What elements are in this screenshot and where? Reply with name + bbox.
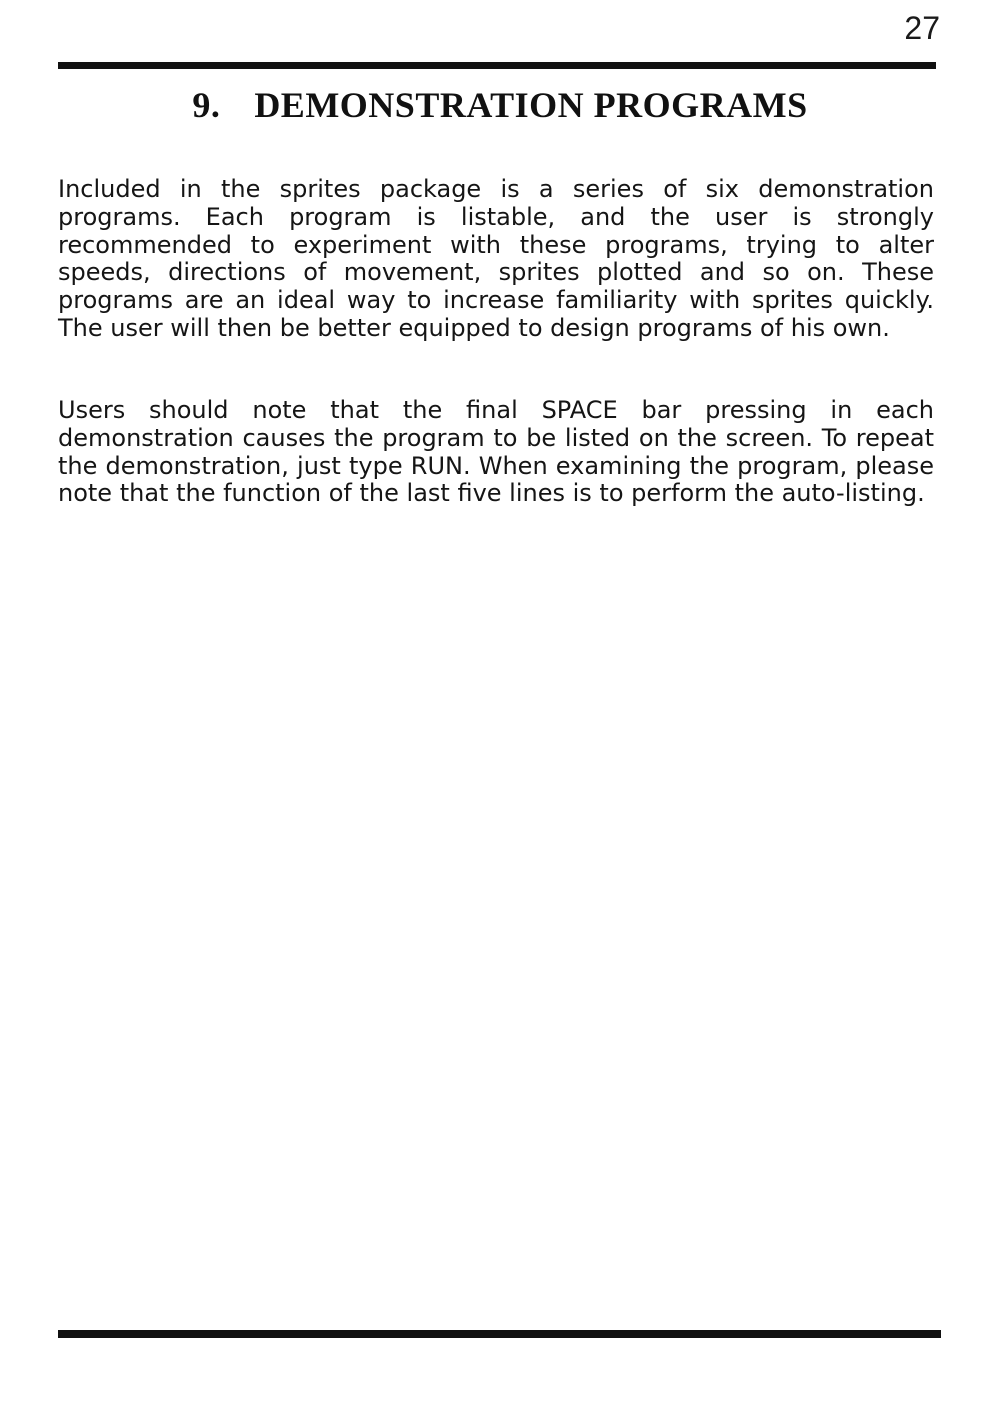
paragraph-intro: Included in the sprites package is a series of six demonstration programs. Each program is listable, and the user is strongly recommended to experiment with these programs, trying to alter speeds, directions of movement, sprites plotted and so on. These programs are an ideal way to increase familiarity with sprites quickly. The user will then be better equipped to design programs of his own. xyxy=(58,175,934,342)
page-number: 27 xyxy=(904,10,940,46)
bottom-rule xyxy=(58,1330,941,1338)
chapter-title-text: DEMONSTRATION PROGRAMS xyxy=(254,85,808,125)
chapter-number: 9. xyxy=(192,85,221,125)
paragraph-space-bar-note: Users should note that the final SPACE bar pressing in each demonstration causes the program to be listed on the screen. To repeat the demonstration, just type RUN. When examining the program, please note that the function of the last five lines is to perform the auto-listing. xyxy=(58,396,934,508)
top-rule xyxy=(58,62,936,69)
chapter-title xyxy=(0,84,1000,126)
